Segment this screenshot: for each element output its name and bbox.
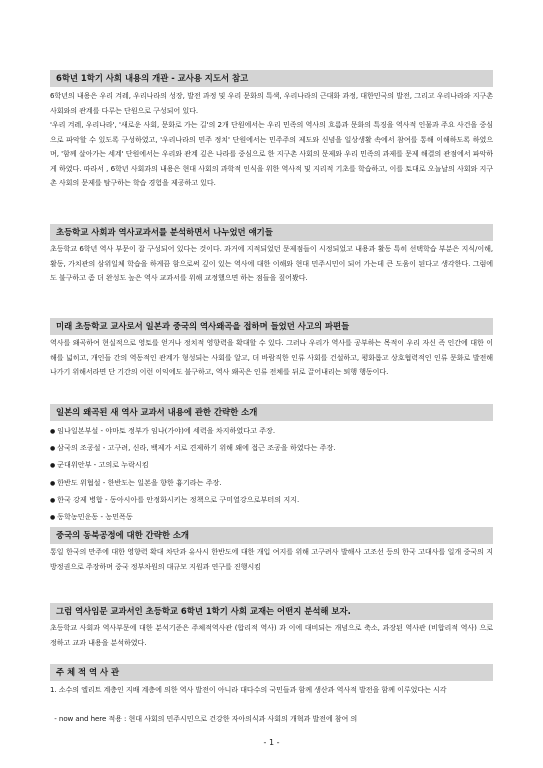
section-heading-grade6-analysis: 그럼 역사임문 교과서인 초등학교 6학년 1학기 사회 교재는 어떤지 분석해 보자. [50, 603, 493, 620]
list-item: ● 군대위안부 - 고의로 누락시킴 [50, 457, 493, 474]
independent-history-point-1-sub: - now and here 적용 : 현대 사회의 민주시민으로 건강한 자아의식과 사회의 개혁과 발전에 참여 의 [50, 714, 358, 723]
japan-distortion-list [50, 423, 493, 526]
section-heading-future-teacher: 미래 초등학교 교사로서 일본과 중국의 역사왜곡을 접하며 들었던 사고의 파편들 [50, 318, 493, 335]
list-item: ● 한반도 위협설 - 한반도는 일본을 향한 흉기라는 주장. [50, 475, 493, 492]
section-heading-overview: 6학년 1학기 사회 내용의 개관 - 교사용 지도서 참고 [50, 70, 493, 87]
section-heading-textbook-analysis: 초등학교 사회과 역사교과서를 분석하면서 나누었던 얘기들 [50, 224, 493, 241]
grade6-analysis-paragraph: 초등학교 사회과 역사부문에 대한 분석기준은 주체적역사관 (합리적 역사) 과 이에 대비되는 개념으로 축소, 과장된 역사관 (비합리적 역사) 으로 정하고 교과 내용을 분석하였다. [50, 623, 493, 647]
independent-history-point-1: 1. 소수의 엘리트 계층인 지배 계층에 의한 역사 발전이 아니라 대다수의 국민들과 함께 생산과 역사적 발전을 함께 이루었다는 시각 [50, 685, 447, 694]
future-teacher-paragraph: 역사를 왜곡하여 현실적으로 영토를 얻거나 정치적 영향력을 확대할 수 있다. 그러나 우리가 역사를 공부하는 목적이 우리 자신 즉 인간에 대한 이해를 넓히고, 개인들 간의 역동적인 관계가 형성되는 사회를 알고, 더 바람직한 인류 사회를 건설하고, 평화롭고 상호협력적인 인류 문화로 발전해 나가기 위해서라면 단 기간의 이런 이익에도 불구하고, 역사 왜곡은 인류 전체를 뒤로 끌어내리는 퇴행 행동이다. [50, 338, 493, 377]
overview-paragraph-1: 6학년의 내용은 우리 겨레, 우리나라의 성장, 발전 과정 및 우리 문화의 특색, 우리나라의 근대화 과정, 대한민국의 발전, 그리고 우리나라와 지구촌 사회와의 관계를 다루는 단원으로 구성되어 있다. [50, 91, 493, 115]
section-heading-northeast-project: 중국의 동북공정에 대한 간략한 소개 [50, 527, 493, 544]
page-number: - 1 - [263, 738, 280, 747]
section-heading-independent-history: 주 체 적 역 사 관 [50, 664, 493, 681]
northeast-project-paragraph: 통일 한국의 만주에 대한 영향력 확대 차단과 유사시 한반도에 대한 개입 여지를 위해 고구려사 발해사 고조선 등의 한국 고대사를 일개 중국의 지방정권으로 주장하며 중국 정부차원의 대규모 지원과 연구를 진행시킴 [50, 547, 493, 571]
section-heading-japan-textbook: 일본의 왜곡된 새 역사 교과서 내용에 관한 간략한 소개 [50, 404, 493, 421]
list-item: ● 삼국의 조공설 - 고구려, 신라, 백제가 서로 견제하기 위해 왜에 접근 조공을 하였다는 주장. [50, 440, 493, 457]
textbook-analysis-paragraph: 초등학교 6학년 역사 부문이 잘 구성되어 있다는 것이다. 과거에 지적되었던 문제점들이 시정되었고 내용과 활동 특히 선택학습 부분은 지식/이해, 활동, 가치관의 삼위일체 학습을 하게끔 함으로써 깊이 있는 역사에 대한 이해와 현대 민주시민이 되어 가는데 큰 도움이 된다고 생각한다. 그럼에도 불구하고 좀 더 완성도 높은 역사 교과서를 위해 교정했으면 하는 점들을 짚어봤다. [50, 244, 493, 283]
list-item: ● 동학농민운동 - 농민폭동 [50, 509, 493, 526]
list-item: ● 임나일본부설 - 야마토 정부가 임나(가야)에 세력을 차지하였다고 주장. [50, 423, 493, 440]
list-item: ● 한국 강제 병합 - 동아시아를 안정화시키는 정책으로 구미열강으로부터의 지지. [50, 492, 493, 509]
overview-paragraph-2: '우리 겨레, 우리나라', '새로운 사회, 문화로 가는 길'의 2개 단원에서는 우리 민족의 역사의 흐름과 문화의 특징을 역사적 인물과 주요 사건을 중심으로 파악할 수 있도록 구성하였고, '우리나라의 민주 정치' 단원에서는 민주주의 제도와 신념을 일상생활 속에서 참여를 통해 이해하도록 하였으며, '함께 살아가는 세계' 단원에서는 우리와 관계 깊은 나라를 중심으로 한 지구촌 사회의 문제와 우리 민족의 과제를 문제 해결의 관점에서 파악하게 하였다. 따라서 , 6학년 사회과의 내용은 현대 사회의 과학적 인식을 위한 역사적 및 지리적 기초를 학습하고, 이를 토대로 오늘날의 사회와 지구촌 사회의 문제를 탐구하는 학습 경험을 제공하고 있다. [50, 120, 493, 188]
